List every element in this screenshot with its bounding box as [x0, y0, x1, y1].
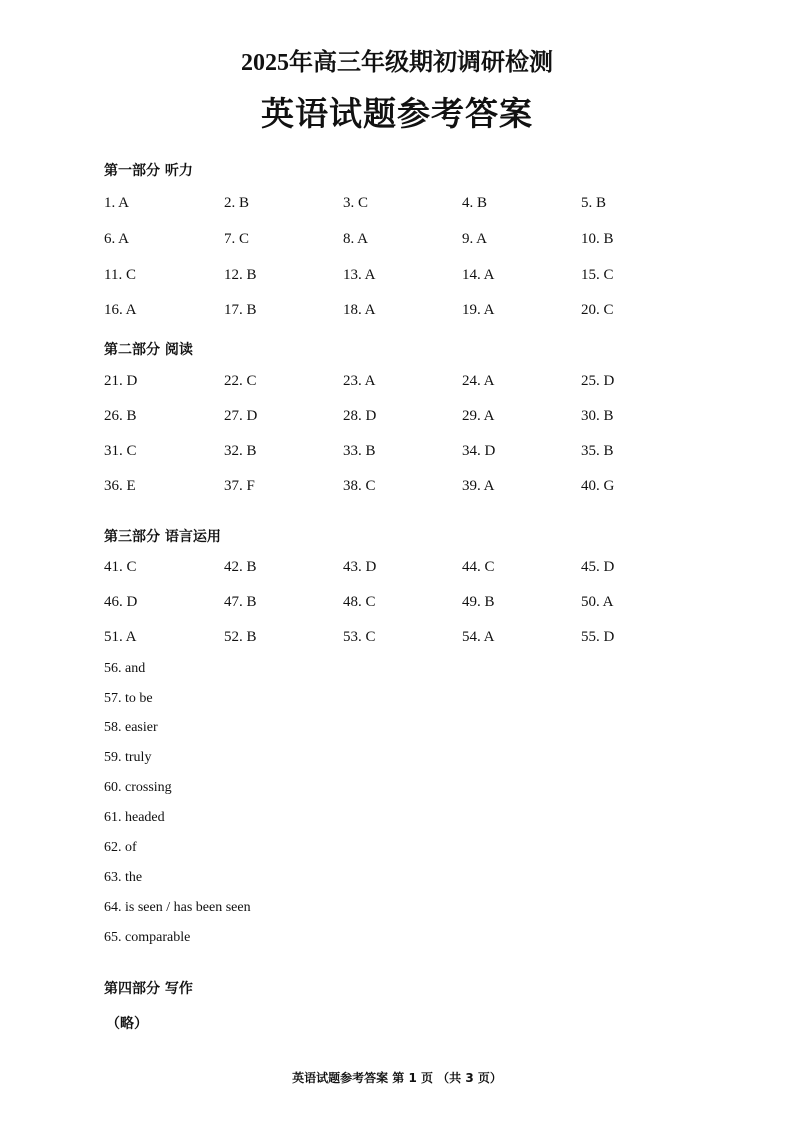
answer-item: 40. G [581, 478, 615, 494]
answer-item: 51. A [104, 629, 137, 645]
answer-item: 48. C [343, 594, 376, 610]
answer-item: 20. C [581, 302, 614, 318]
answer-item: 35. B [581, 443, 614, 459]
answer-row [104, 231, 664, 253]
answer-item: 14. A [462, 267, 495, 283]
answer-item: 31. C [104, 443, 137, 459]
answer-item: 30. B [581, 408, 614, 424]
answer-item: 13. A [343, 267, 376, 283]
answer-item: 21. D [104, 373, 138, 389]
answer-item: 23. A [343, 373, 376, 389]
answer-item: 3. C [343, 195, 369, 211]
fill-in-answer: 65. comparable [104, 930, 191, 945]
answer-item: 42. B [224, 559, 257, 575]
answer-item: 17. B [224, 302, 257, 318]
answer-item: 2. B [224, 195, 250, 211]
answer-item: 8. A [343, 231, 369, 247]
answer-item: 27. D [224, 408, 258, 424]
fill-in-answer: 62. of [104, 840, 137, 855]
writing-omitted-note: （略） [106, 1016, 148, 1032]
fill-in-answer: 59. truly [104, 750, 152, 765]
page-subtitle: 英语试题参考答案 [261, 97, 533, 133]
fill-in-answer: 56. and [104, 661, 146, 676]
answer-item: 29. A [462, 408, 495, 424]
answer-item: 9. A [462, 231, 488, 247]
answer-item: 15. C [581, 267, 614, 283]
answer-row [104, 478, 664, 500]
answer-item: 16. A [104, 302, 137, 318]
answer-item: 7. C [224, 231, 250, 247]
answer-item: 4. B [462, 195, 488, 211]
answer-item: 26. B [104, 408, 137, 424]
answer-item: 6. A [104, 231, 130, 247]
section-heading-writing: 第四部分 写作 [104, 981, 193, 997]
section-heading-language-use: 第三部分 语言运用 [104, 529, 221, 545]
answer-item: 53. C [343, 629, 376, 645]
answer-row [104, 195, 664, 217]
answer-item: 11. C [104, 267, 136, 283]
fill-in-answer: 61. headed [104, 810, 165, 825]
answer-item: 36. E [104, 478, 136, 494]
fill-in-answer: 58. easier [104, 720, 158, 735]
answer-row [104, 302, 664, 324]
section-heading-reading: 第二部分 阅读 [104, 342, 193, 358]
answer-item: 47. B [224, 594, 257, 610]
answer-item: 1. A [104, 195, 130, 211]
answer-item: 19. A [462, 302, 495, 318]
answer-row [104, 408, 664, 430]
answer-item: 18. A [343, 302, 376, 318]
answer-row [104, 559, 664, 581]
answer-row [104, 594, 664, 616]
answer-item: 39. A [462, 478, 495, 494]
answer-item: 22. C [224, 373, 257, 389]
answer-item: 43. D [343, 559, 377, 575]
answer-item: 45. D [581, 559, 615, 575]
answer-item: 52. B [224, 629, 257, 645]
page-footer: 英语试题参考答案 第 1 页 （共 3 页） [292, 1071, 502, 1085]
answer-item: 38. C [343, 478, 376, 494]
answer-item: 46. D [104, 594, 138, 610]
answer-item: 37. F [224, 478, 255, 494]
answer-item: 50. A [581, 594, 614, 610]
answer-item: 41. C [104, 559, 137, 575]
section-heading-listening: 第一部分 听力 [104, 163, 193, 179]
fill-in-answer: 60. crossing [104, 780, 172, 795]
answer-item: 34. D [462, 443, 496, 459]
answer-item: 25. D [581, 373, 615, 389]
answer-item: 32. B [224, 443, 257, 459]
answer-item: 54. A [462, 629, 495, 645]
answer-row [104, 373, 664, 395]
page-title: 2025年高三年级期初调研检测 [241, 50, 553, 76]
answer-item: 44. C [462, 559, 495, 575]
answer-item: 12. B [224, 267, 257, 283]
answer-item: 33. B [343, 443, 376, 459]
fill-in-answer: 57. to be [104, 691, 153, 706]
answer-item: 5. B [581, 195, 607, 211]
answer-row [104, 443, 664, 465]
answer-row [104, 267, 664, 289]
answer-item: 55. D [581, 629, 615, 645]
answer-item: 10. B [581, 231, 614, 247]
answer-item: 24. A [462, 373, 495, 389]
answer-item: 28. D [343, 408, 377, 424]
answer-row [104, 629, 664, 651]
fill-in-answer: 64. is seen / has been seen [104, 900, 251, 915]
fill-in-answer: 63. the [104, 870, 143, 885]
answer-item: 49. B [462, 594, 495, 610]
